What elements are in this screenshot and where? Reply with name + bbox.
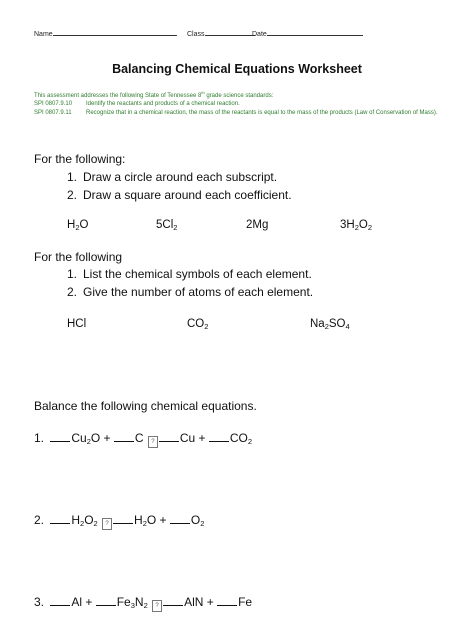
list-item-text: Draw a square around each coefficient. [83, 188, 292, 202]
coefficient-blank[interactable] [217, 604, 237, 606]
subscript: 2 [173, 223, 178, 232]
missing-arrow-glyph-icon: ? [152, 600, 162, 612]
section3-heading: Balance the following chemical equations. [34, 399, 257, 413]
standard-item [34, 109, 456, 117]
list-item: 1. List the chemical symbols of each element. [67, 267, 312, 281]
subscript: 2 [75, 223, 80, 232]
list-item-text: Give the number of atoms of each element. [83, 285, 314, 299]
formula-text: O [358, 219, 368, 231]
list-item: 2. Give the number of atoms of each element. [67, 285, 314, 299]
list-item: 2. Draw a square around each coefficient. [67, 188, 292, 202]
subscript: 2 [86, 437, 91, 446]
formula-text: CO [187, 318, 205, 330]
formula-text: AlN + [184, 595, 218, 609]
formula-text: H [67, 219, 76, 231]
formula [310, 318, 350, 330]
coefficient-blank[interactable] [170, 522, 190, 524]
coefficient-blank[interactable] [50, 440, 70, 442]
formula-text: H [71, 513, 81, 527]
subscript: 2 [142, 519, 147, 528]
coefficient-blank[interactable] [96, 604, 116, 606]
subscript: 2 [367, 223, 372, 232]
standard-text: Identify the reactants and products of a chemical reaction. [86, 101, 240, 108]
section1-list [67, 168, 292, 204]
equation [34, 431, 252, 448]
formula-text: N [134, 595, 144, 609]
equation [34, 595, 252, 612]
section1-heading: For the following: [34, 152, 126, 166]
formula-text: Fe [116, 595, 131, 609]
formula-text: O + [90, 431, 114, 445]
coefficient-blank[interactable] [114, 440, 134, 442]
coefficient-blank[interactable] [113, 522, 133, 524]
subscript: 4 [345, 322, 350, 331]
subscript: 2 [93, 519, 98, 528]
formula-text: Fe [238, 595, 253, 609]
subscript: 2 [200, 519, 205, 528]
formula-text: C [134, 431, 147, 445]
coefficient-blank[interactable] [159, 440, 179, 442]
date-label: Date [252, 31, 267, 38]
formula-text: Na [310, 318, 325, 330]
formula-text: 2Mg [246, 219, 269, 231]
section2-heading: For the following [34, 250, 123, 264]
subscript: 2 [247, 437, 253, 446]
coefficient-blank[interactable] [209, 440, 229, 442]
formula-text: Al + [71, 595, 96, 609]
formula-text: CO [229, 431, 248, 445]
date-line[interactable] [267, 29, 363, 36]
equation [34, 513, 204, 530]
formula-text [98, 513, 101, 527]
equation-number: 1. [34, 431, 48, 445]
subscript: 2 [324, 322, 329, 331]
formula-text: O [190, 513, 201, 527]
formula-text: 3H [340, 219, 355, 231]
formula [67, 318, 86, 330]
class-line[interactable] [205, 29, 255, 36]
formula-text: O [79, 219, 89, 231]
standard-text: Recognize that in a chemical reaction, the mass of the reactants is equal to the mass of the products (Law of Conservation of Mass). [86, 109, 438, 116]
class-label: Class [187, 31, 205, 38]
equation-number: 3. [34, 595, 48, 609]
subscript: 2 [143, 601, 148, 610]
formula [187, 318, 208, 330]
formula [67, 219, 88, 231]
worksheet-title: Balancing Chemical Equations Worksheet [112, 62, 362, 76]
coefficient-blank[interactable] [50, 604, 70, 606]
standard-code: SPI 0807.9.10 [34, 101, 73, 108]
standards-intro [34, 89, 456, 100]
list-item-text: Draw a circle around each subscript. [83, 170, 278, 184]
formula-text: O [84, 513, 94, 527]
formula-text: H [134, 513, 143, 527]
equation-number: 2. [34, 513, 48, 527]
subscript: 2 [204, 322, 209, 331]
standard-code: SPI 0807.9.11 [34, 109, 72, 116]
date-field[interactable] [252, 29, 363, 38]
coefficient-blank[interactable] [50, 522, 70, 524]
subscript: 2 [354, 223, 359, 232]
section2-list [67, 265, 313, 301]
formula-text [148, 595, 151, 609]
formula-text: 5Cl [156, 219, 174, 231]
formula-text: Cu [71, 431, 87, 445]
standard-item [34, 100, 456, 108]
formula-text: SO [328, 318, 346, 330]
formula [340, 219, 372, 231]
formula-text: O + [146, 513, 170, 527]
name-label: Name [34, 31, 53, 38]
standards-intro-text: This assessment addresses the following State of Tennessee 8th grade science standards: [34, 90, 274, 99]
name-field[interactable] [34, 29, 177, 38]
formula-text: HCl [67, 318, 87, 330]
standards-block [34, 89, 456, 117]
missing-arrow-glyph-icon: ? [148, 436, 158, 448]
coefficient-blank[interactable] [163, 604, 183, 606]
formula [156, 219, 177, 231]
missing-arrow-glyph-icon: ? [102, 518, 112, 530]
subscript: 2 [80, 519, 85, 528]
class-field[interactable] [187, 29, 255, 38]
list-item-text: List the chemical symbols of each element. [83, 267, 312, 281]
name-line[interactable] [53, 29, 177, 36]
formula [246, 219, 268, 231]
list-item: 1. Draw a circle around each subscript. [67, 170, 278, 184]
subscript: 3 [130, 601, 135, 610]
formula-text: Cu + [179, 431, 209, 445]
